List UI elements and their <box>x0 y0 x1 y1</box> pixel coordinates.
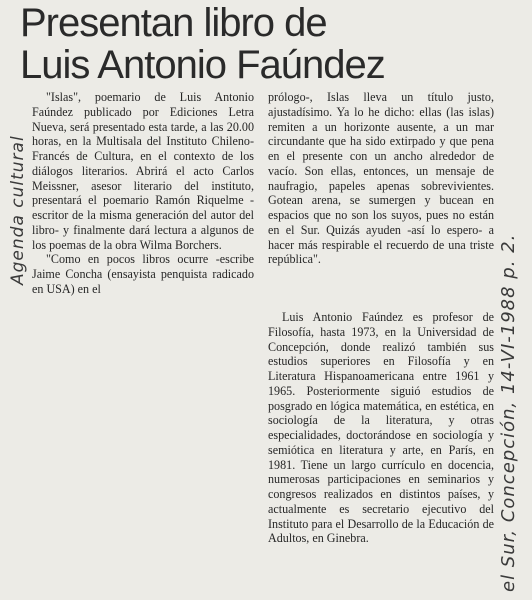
author-bio-paragraph: Luis Antonio Faúndez es profesor de Filosofía, hasta 1973, en la Universidad de Concepción, donde realizó también sus estudios superiores en Filosofía y en Literatura Hispanoamericana entre 1961 y 1965. Posteriormente siguió estudios de posgrado en lógica matemática, en estética, en sociología de la literatura, y otras especialidades, doctorándose en sociología y semiótica en literatura y arte, en París, en 1981. Tiene un largo currículo en docencia, numerosas participaciones en seminarios y congresos realizados en distintos países, y actualmente es secretario ejecutivo del Instituto para el Desarrollo de la Educación de Adultos, en Ginebra. <box>268 310 494 546</box>
handwritten-section-note: Agenda cultural <box>8 135 28 285</box>
headline-line-2: Luis Antonio Faúndez <box>20 43 385 87</box>
handwritten-source-note: el Sur, Concepción, 14-VI-1988 p. 2. <box>498 233 519 592</box>
article-paragraph: "Como en pocos libros ocurre -escribe Jaime Concha (ensayista penquista radicado en USA) en el <box>32 252 254 296</box>
article-column-3 <box>268 310 494 546</box>
article-column-2 <box>268 90 494 267</box>
headline-line-1: Presentan libro de <box>20 1 327 45</box>
headline <box>20 2 460 86</box>
article-column-1 <box>32 90 254 297</box>
article-paragraph: "Islas", poemario de Luis Antonio Faúndez publicado por Ediciones Letra Nueva, será presentado esta tarde, a las 20.00 horas, en la Multisala del Instituto Chileno-Francés de Cultura, en el contexto de los diálogos literarios. Abrirá el acto Carlos Meissner, asesor literario del instituto, presentará el poemario Ramón Riquelme -escritor de la misma generación del autor del libro- y finalmente dará lectura a algunos de los poemas de la obra Wilma Borchers. <box>32 90 254 252</box>
article-paragraph: prólogo-, Islas lleva un título justo, ajustadísimo. Ya lo he dicho: ellas (las islas) remiten a un horizonte ausente, a un mar circundante que ha sido extirpado y que pena en el presente con un ancho alrededor de vacío. Son ellas, entonces, un mensaje de naufragio, papeles apenas sobrevivientes. Gotean arena, se sumergen y bucean en espacios que no son los suyos, pues no están en el Sur. Quizás ayuden -así lo espero- a hacer más respirable el recuerdo de una triste república". <box>268 90 494 267</box>
